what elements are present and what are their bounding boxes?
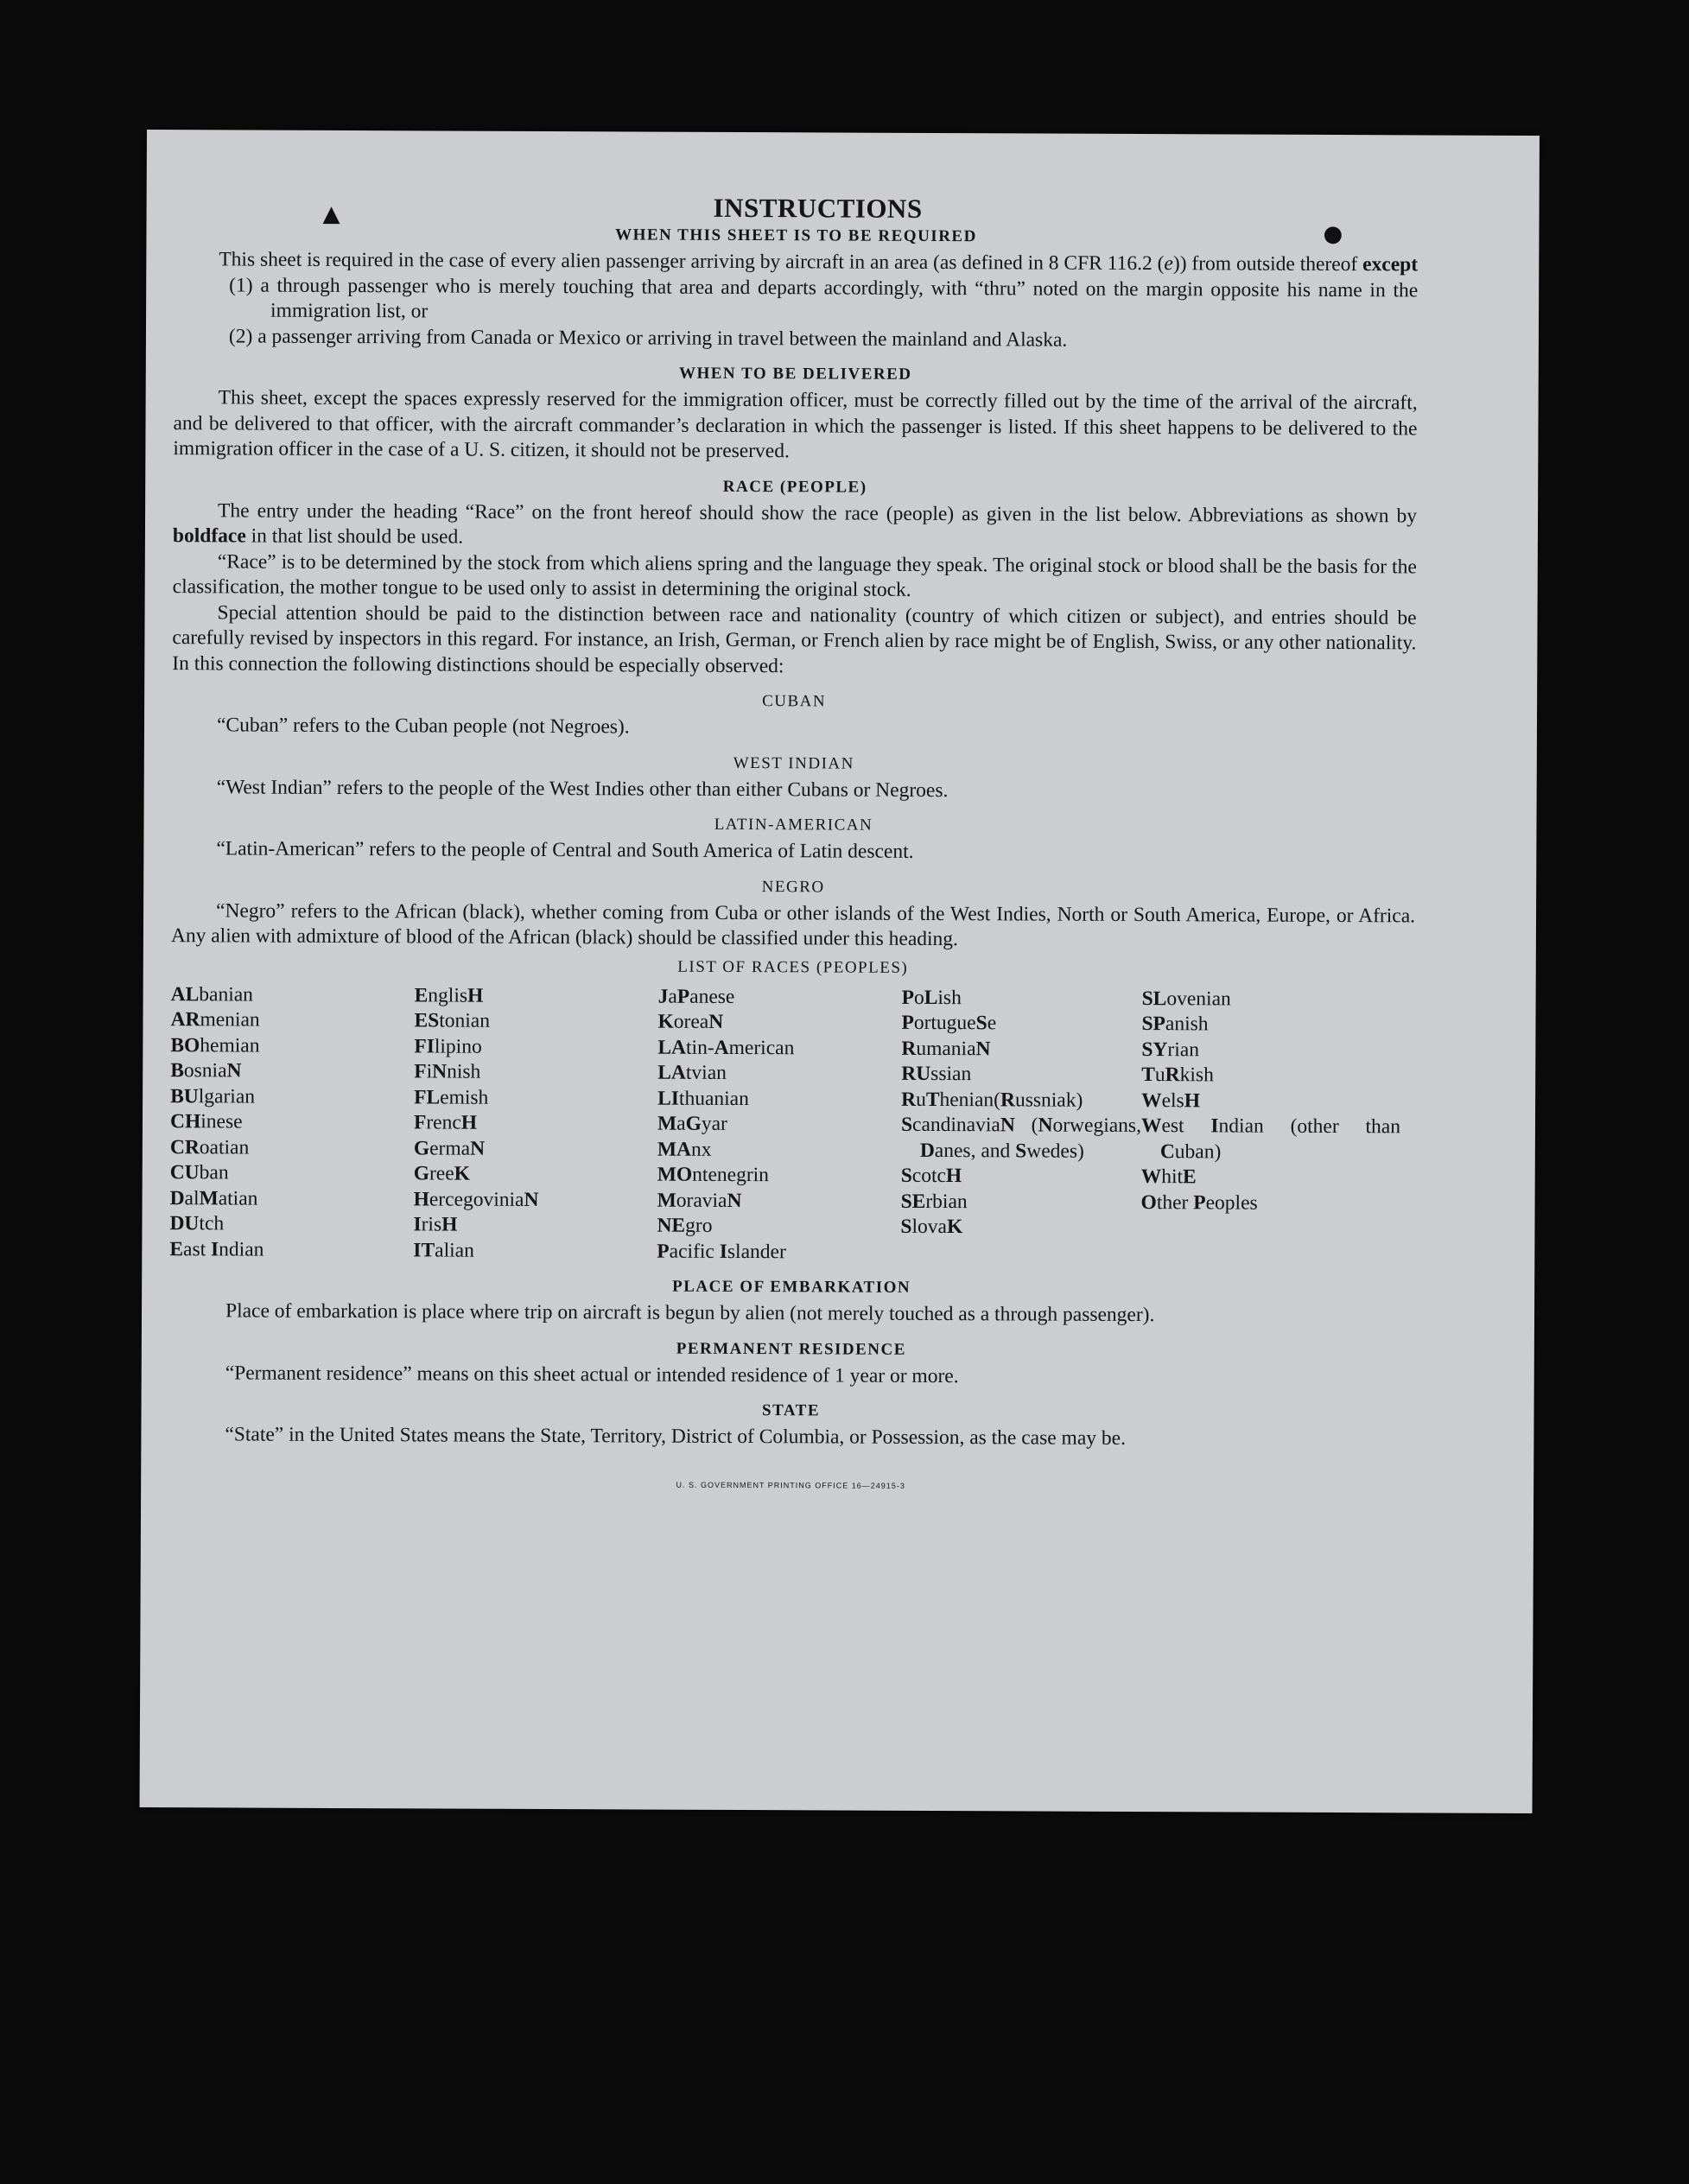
race-paragraph-2: “Race” is to be determined by the stock from which aliens spring and the language they speak. The original stock or blood shall be the basis for the classification, the mother tongue to be used only to assist in determining the original stock. [172,549,1417,601]
section-heading-state: STATE [761,1401,821,1420]
race-item: CUban [169,1161,229,1184]
section-heading-delivered: WHEN TO BE DELIVERED [678,364,912,384]
race-item: LIthuanian [657,1087,749,1110]
section-heading-cuban: CUBAN [762,692,827,711]
punch-hole-mark: ▲ [322,200,340,227]
race-item: SYrian [1141,1038,1200,1061]
race-item: JaPanese [657,985,735,1008]
race-item: BUlgarian [170,1084,256,1108]
race-item: MOntenegrin [657,1163,770,1187]
race-item: SlovaK [900,1215,963,1239]
required-paragraph: This sheet is required in the case of every alien passenger arriving by aircraft in an area (as defined in 8 CFR 116.2 (e)) from outside thereof except [219,248,1419,276]
race-item: LAtin-American [657,1036,795,1059]
residence-paragraph: “Permanent residence” means on this sheet actual or intended residence of 1 year or more. [225,1361,959,1387]
race-item: MAnx [657,1138,712,1161]
delivered-paragraph: This sheet, except the spaces expressly reserved for the immigration officer, must be correctly filled out by the time of the arrival of the aircraft, and be delivered to that officer, with the aircraft commander’s declaration in which the passenger is listed. If this sheet happens to be delivered to the immigration officer in the case of a U. S. citizen, it should not be preserved. [173,386,1418,463]
race-item: HercegoviniaN [413,1187,539,1211]
race-item: ARmenian [170,1008,260,1032]
race-item: MaGyar [657,1112,727,1135]
race-item: NEgro [657,1214,713,1237]
race-item: KoreaN [657,1010,724,1033]
section-heading-embarkation: PLACE OF EMBARKATION [672,1277,911,1297]
race-item: PoLish [901,986,962,1009]
race-item: GermaN [413,1136,486,1160]
race-item: TuRkish [1141,1063,1214,1087]
race-item: CRoatian [169,1135,250,1159]
race-item: LAtvian [657,1061,727,1084]
race-item: SPanish [1141,1013,1209,1036]
races-list [169,982,1414,1268]
race-item: RUssian [901,1062,972,1086]
race-item: FIlipino [414,1034,482,1058]
section-heading-races-list: LIST OF RACES (PEOPLES) [677,957,909,977]
race-item: FiNnish [414,1060,481,1083]
cuban-paragraph: “Cuban” refers to the Cuban people (not Negroes). [216,714,630,739]
races-column [413,983,657,1265]
section-heading-required: WHEN THIS SHEET IS TO BE REQUIRED [615,225,977,246]
race-item: ALbanian [170,982,254,1006]
race-item: SErbian [900,1190,968,1213]
races-column [900,985,1141,1267]
race-item: Other Peoples [1140,1190,1258,1215]
race-item: Pacific Islander [657,1240,786,1263]
printer-footer: U. S. GOVERNMENT PRINTING OFFICE 16—24915-3 [676,1480,905,1490]
negro-paragraph: “Negro” refers to the African (black), whether coming from Cuba or other islands of the West Indies, North or South America, Europe, or Africa. Any alien with admixture of blood of the African (black) should be classified under this heading. [170,898,1416,951]
required-item-1: (1) a through passenger who is merely touching that area and departs accordingly, with “thru” noted on the margin opposite his name in the immigration list, or [229,273,1419,323]
race-item: ScotcH [900,1164,962,1188]
embarkation-paragraph: Place of embarkation is place where trip on aircraft is begun by alien (not merely touched as a through passenger). [225,1299,1155,1327]
race-item: FrencH [413,1111,478,1134]
race-item: West Indian (other than Cuban) [1140,1114,1401,1163]
page-title: INSTRUCTIONS [713,192,923,224]
race-item: DUtch [169,1212,225,1235]
punch-hole-mark: ● [1323,220,1343,248]
race-item: DalMatian [169,1186,258,1210]
races-column [1140,987,1400,1268]
race-item: ScandinaviaN (Norwegians, Danes, and Swedes) [900,1113,1142,1163]
document-sheet [140,130,1540,1813]
race-item: PortugueSe [901,1011,997,1035]
race-item: RumaniaN [901,1037,991,1060]
race-item: EStonian [414,1009,491,1032]
latin-american-paragraph: “Latin-American” refers to the people of Central and South America of Latin descent. [216,837,914,863]
required-item-2: (2) a passenger arriving from Canada or Mexico or arriving in travel between the mainland and Alaska. [228,324,1068,352]
race-item: BOhemian [170,1033,260,1057]
section-heading-latin-american: LATIN-AMERICAN [714,815,873,835]
instructions-content [168,190,1419,1501]
races-column [657,984,901,1266]
race-item: ITalian [413,1238,474,1262]
race-paragraph-1: The entry under the heading “Race” on the front hereof should show the race (people) as given in the list below. Abbreviations as shown by boldface in that list should be used. [172,498,1418,549]
race-item: FLemish [414,1085,489,1109]
race-item: WhitE [1140,1165,1197,1189]
state-paragraph: “State” in the United States means the State, Territory, District of Columbia, or Possession, as the case may be. [225,1423,1127,1450]
race-paragraph-3: Special attention should be paid to the distinction between race and nationality (country of which citizen or subject), and entries should be carefully revised by inspectors in this regard. For instance, an Irish, German, or French alien by race might be of English, Swiss, or any other nationality. In this connection the following distinctions should be especially observed: [172,600,1417,677]
section-heading-negro: NEGRO [761,877,825,896]
section-heading-residence: PERMANENT RESIDENCE [676,1339,907,1359]
west-indian-paragraph: “West Indian” refers to the people of the West Indies other than either Cubans or Negroes. [216,775,949,802]
race-item: East Indian [169,1237,264,1261]
section-heading-race: RACE (PEOPLE) [722,477,867,497]
race-item: RuThenian(Russniak) [901,1088,1083,1112]
race-item: CHinese [169,1110,243,1133]
race-item: WelsH [1141,1089,1201,1112]
race-item: BosniaN [170,1059,242,1082]
section-heading-west-indian: WEST INDIAN [733,753,854,773]
race-item: EnglisH [414,983,484,1007]
race-item: SLovenian [1141,987,1231,1010]
race-item: GreeK [413,1162,471,1185]
race-item: MoraviaN [657,1189,742,1212]
race-item: IrisH [413,1213,458,1236]
races-column [169,982,414,1264]
